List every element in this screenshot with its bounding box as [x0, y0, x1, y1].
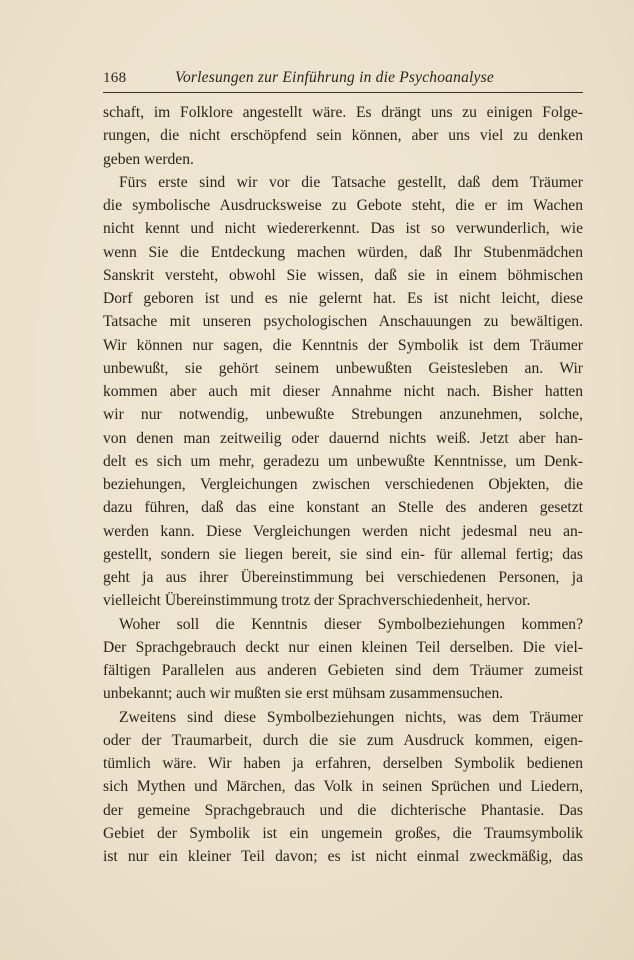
text-line: wenn Sie die Entdeckung machen würden, daß Ihr Stubenmädchen [103, 243, 583, 261]
text-line: Der Sprachgebrauch deckt nur einen kleinen Teil derselben. Die viel- [103, 638, 583, 656]
text-line: vielleicht Übereinstimmung trotz der Sprachverschiedenheit, hervor. [103, 592, 531, 610]
running-title: Vorlesungen zur Einführung in die Psychoanalyse [175, 69, 494, 86]
text-line: gestellt, sondern sie liegen bereit, sie sind ein- für allemal fertig; das [103, 545, 583, 563]
text-line: werden kann. Diese Vergleichungen werden nicht jedesmal neu an- [103, 522, 583, 540]
text-line: tümlich wäre. Wir haben ja erfahren, derselben Symbolik bedienen [103, 755, 583, 772]
text-line: delt es sich um mehr, geradezu um unbewußte Kenntnisse, um Denk- [103, 452, 583, 470]
text-line: Sanskrit versteht, obwohl Sie wissen, daß sie in einem böhmischen [103, 266, 583, 284]
text-line: schaft, im Folklore angestellt wäre. Es drängt uns zu einigen Folge- [103, 104, 583, 121]
text-line: Gebiet der Symbolik ist ein ungemein großes, die Traumsymbolik [103, 824, 583, 842]
text-line: Tatsache mit unseren psychologischen Anschauungen zu bewältigen. [103, 313, 583, 331]
text-line: von denen man zeitweilig oder dauernd nichts weiß. Jetzt aber han- [103, 429, 583, 447]
text-line: der gemeine Sprachgebrauch und die dichterische Phantasie. Das [103, 801, 583, 819]
text-line: die symbolische Ausdrucksweise zu Gebote steht, die er im Wachen [103, 197, 583, 214]
text-line: wir nur notwendig, unbewußte Strebungen anzunehmen, solche, [103, 406, 583, 424]
text-line: kommen aber auch mit dieser Annahme nicht nach. Bisher hatten [103, 383, 583, 400]
text-line: oder der Traumarbeit, durch die sie zum Ausdruck kommen, eigen- [103, 731, 583, 749]
text-line: sich Mythen und Märchen, das Volk in seinen Sprüchen und Liedern, [103, 778, 583, 796]
body-text [103, 101, 583, 868]
text-line: Dorf geboren ist und es nie gelernt hat. Es ist nicht leicht, diese [103, 290, 583, 307]
text-line: unbewußt, sie gehört seinem unbewußten Geistesleben an. Wir [103, 359, 583, 377]
running-head [103, 68, 583, 93]
text-line: beziehungen, Vergleichungen zwischen verschiedenen Objekten, die [103, 476, 583, 493]
text-line: dazu führen, daß das eine konstant an Stelle des anderen gesetzt [103, 499, 583, 517]
text-line: Woher soll die Kenntnis dieser Symbolbeziehungen kommen? [119, 615, 583, 633]
text-line: geht ja aus ihrer Übereinstimmung bei verschiedenen Personen, ja [103, 569, 583, 586]
text-line: fältigen Parallelen aus anderen Gebieten sind dem Träumer zumeist [103, 662, 583, 679]
text-line: Wir können nur sagen, die Kenntnis der Symbolik ist dem Träumer [103, 336, 583, 354]
text-line: Zweitens sind diese Symbolbeziehungen nichts, was dem Träumer [119, 708, 583, 726]
text-line: nicht kennt und nicht wiedererkennt. Das ist so verwunderlich, wie [103, 220, 583, 238]
text-line: rungen, die nicht erschöpfend sein können, aber uns viel zu denken [103, 127, 583, 145]
text-line: unbekannt; auch wir mußten sie erst mühsam zusammensuchen. [103, 685, 504, 703]
text-line: geben werden. [103, 150, 194, 168]
text-line: Fürs erste sind wir vor die Tatsache gestellt, daß dem Träumer [119, 173, 583, 191]
text-line: ist nur ein kleiner Teil davon; es ist nicht einmal zweckmäßig, das [103, 848, 583, 865]
page-number: 168 [103, 70, 127, 86]
